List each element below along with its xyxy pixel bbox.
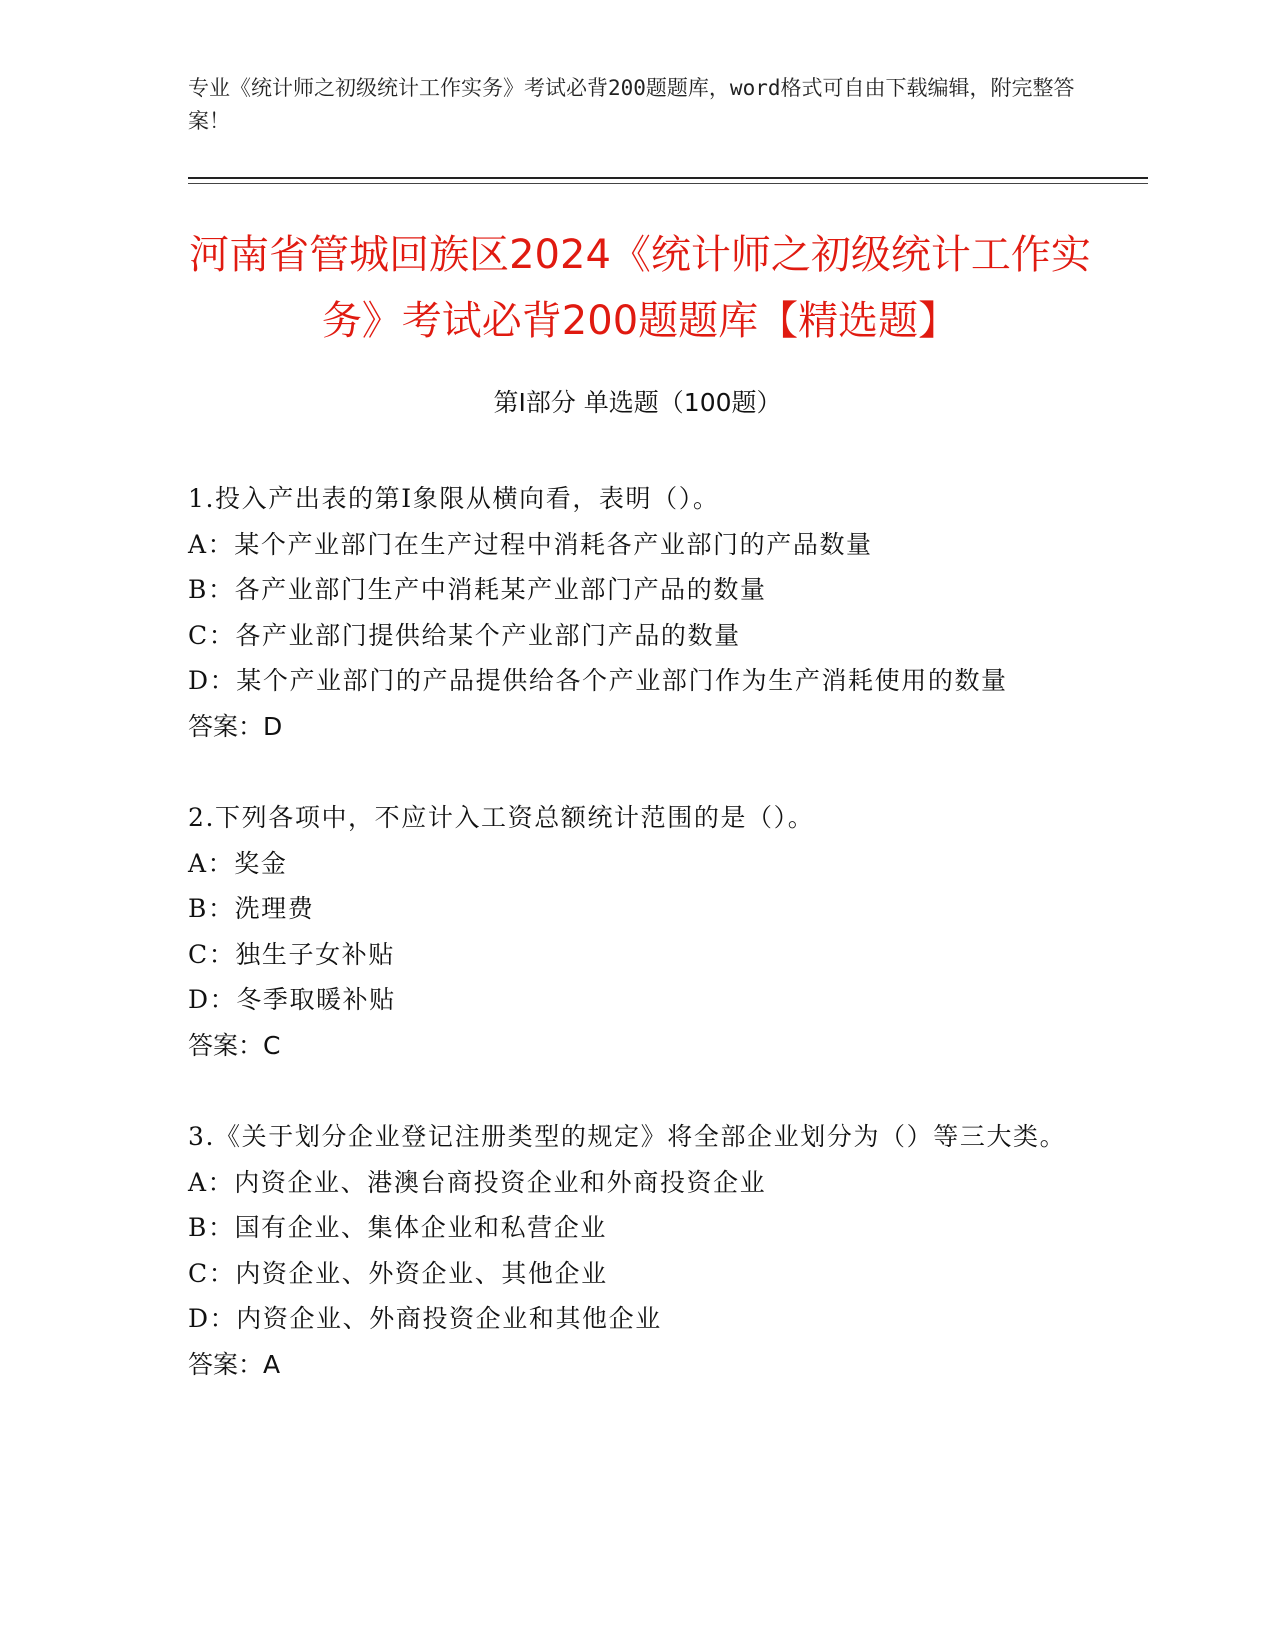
document-title: 河南省管城回族区2024《统计师之初级统计工作实务》考试必背200题题库【精选题】	[189, 232, 1091, 344]
section-heading: 第I部分 单选题（100题）	[493, 388, 782, 417]
option-b: B：国有企业、集体企业和私营企业	[188, 1213, 607, 1242]
option-d: D：某个产业部门的产品提供给各个产业部门作为生产消耗使用的数量	[188, 666, 1008, 695]
answer: 答案：C	[188, 1030, 281, 1060]
option-c: C：内资企业、外资企业、其他企业	[188, 1258, 608, 1288]
option-a: A：奖金	[188, 848, 288, 878]
answer: 答案：D	[188, 711, 283, 741]
option-c: C：各产业部门提供给某个产业部门产品的数量	[188, 620, 741, 650]
option-b: B：各产业部门生产中消耗某产业部门产品的数量	[188, 575, 767, 604]
option-a: A：内资企业、港澳台商投资企业和外商投资企业	[188, 1167, 767, 1197]
question-2	[188, 795, 1088, 1068]
option-d: D：冬季取暖补贴	[188, 985, 396, 1014]
answer: 答案：A	[188, 1349, 281, 1379]
option-d: D：内资企业、外商投资企业和其他企业	[188, 1304, 662, 1333]
option-c: C：独生子女补贴	[188, 939, 395, 969]
question-stem: 2.下列各项中，不应计入工资总额统计范围的是（）。	[188, 803, 815, 832]
header-rule-thin	[188, 183, 1148, 184]
question-stem: 3.《关于划分企业登记注册类型的规定》将全部企业划分为（）等三大类。	[188, 1122, 1067, 1151]
question-1	[188, 476, 1088, 749]
question-stem: 1.投入产出表的第Ⅰ象限从横向看，表明（）。	[188, 484, 720, 513]
header-note: 专业《统计师之初级统计工作实务》考试必背200题题库，word格式可自由下载编辑，附完整答案！	[188, 76, 1075, 133]
header-rule-thick	[188, 177, 1148, 179]
question-3	[188, 1114, 1088, 1387]
option-b: B：洗理费	[188, 894, 315, 923]
option-a: A：某个产业部门在生产过程中消耗各产业部门的产品数量	[188, 529, 873, 559]
